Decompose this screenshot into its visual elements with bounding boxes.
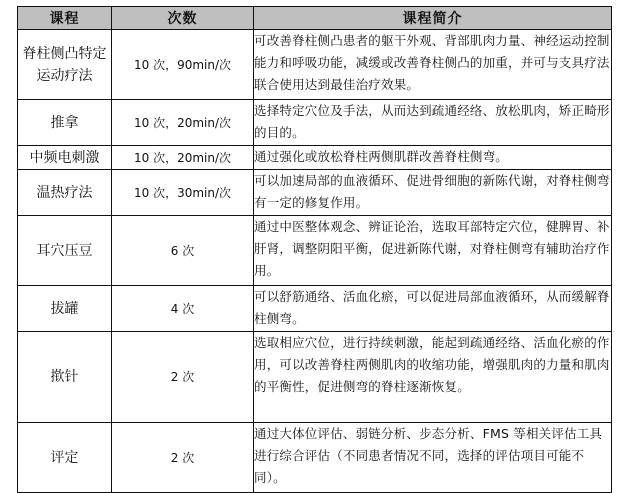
course-frequency: 10 次，90min/次	[112, 30, 254, 100]
table-row	[18, 146, 612, 170]
course-name: 揿针	[18, 332, 112, 423]
course-name: 评定	[18, 423, 112, 493]
course-frequency: 2 次	[112, 423, 254, 493]
course-description: 选取相应穴位，进行持续刺激，能起到疏通经络、活血化瘀的作用，可以改善脊柱两侧肌肉的收缩功能，增强肌肉的力量和肌肉的平衡性，促进侧弯的脊柱逐渐恢复。	[254, 332, 612, 423]
course-frequency: 2 次	[112, 332, 254, 423]
course-frequency: 6 次	[112, 216, 254, 286]
course-name: 中频电刺激	[18, 146, 112, 170]
course-frequency: 4 次	[112, 286, 254, 332]
header-row	[18, 7, 612, 30]
course-description: 可以舒筋通络、活血化瘀，可以促进局部血液循环，从而缓解脊柱侧弯。	[254, 286, 612, 332]
table-row	[18, 423, 612, 493]
header-course: 课程	[18, 7, 112, 30]
course-description: 通过大体位评估、弱链分析、步态分析、FMS 等相关评估工具进行综合评估（不同患者情况不同，选择的评估项目可能不同）。	[254, 423, 612, 493]
table-row	[18, 286, 612, 332]
course-name: 耳穴压豆	[18, 216, 112, 286]
course-description: 通过强化或放松脊柱两侧肌群改善脊柱侧弯。	[254, 146, 612, 170]
course-description: 可改善脊柱侧凸患者的躯干外观、背部肌肉力量、神经运动控制能力和呼吸功能，减缓或改善脊柱侧凸的加重，并可与支具疗法联合使用达到最佳治疗效果。	[254, 30, 612, 100]
course-name: 温热疗法	[18, 170, 112, 216]
course-description: 可以加速局部的血液循环、促进骨细胞的新陈代谢，对脊柱侧弯有一定的修复作用。	[254, 170, 612, 216]
course-name: 推拿	[18, 100, 112, 146]
course-description: 通过中医整体观念、辨证论治，选取耳部特定穴位，健脾胃、补肝肾，调整阴阳平衡，促进新陈代谢，对脊柱侧弯有辅助治疗作用。	[254, 216, 612, 286]
table-row	[18, 216, 612, 286]
header-frequency: 次数	[112, 7, 254, 30]
table-row	[18, 332, 612, 423]
course-frequency: 10 次，20min/次	[112, 100, 254, 146]
course-frequency: 10 次，20min/次	[112, 146, 254, 170]
course-name: 拔罐	[18, 286, 112, 332]
table-row	[18, 100, 612, 146]
course-description: 选择特定穴位及手法，从而达到疏通经络、放松肌肉，矫正畸形的目的。	[254, 100, 612, 146]
table-row	[18, 170, 612, 216]
course-table	[17, 6, 612, 493]
header-description: 课程简介	[254, 7, 612, 30]
table-row	[18, 30, 612, 100]
course-name: 脊柱侧凸特定运动疗法	[18, 30, 112, 100]
course-frequency: 10 次，30min/次	[112, 170, 254, 216]
